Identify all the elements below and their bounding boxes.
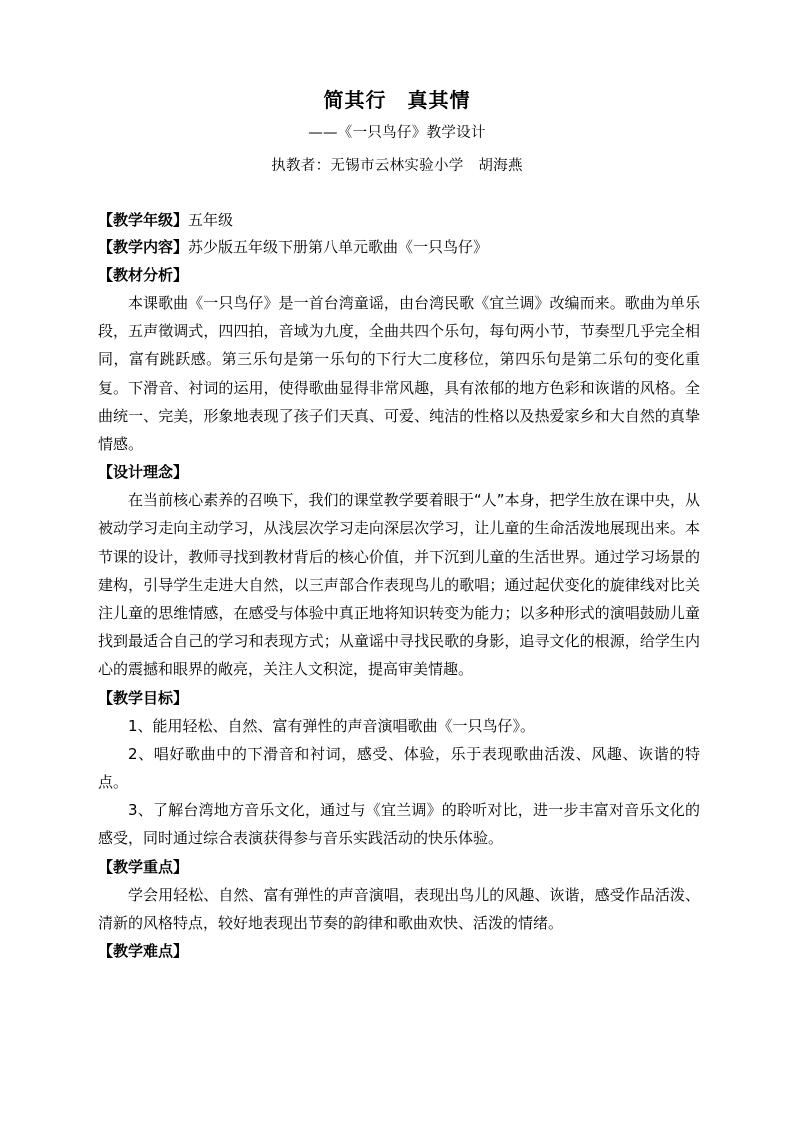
presenter-line: 执教者：无锡市云林实验小学 胡海燕 (271, 158, 523, 174)
objective-item: 2、唱好歌曲中的下滑音和衬词，感受、体验，乐于表现歌曲活泼、风趣、诙谐的特点。 (98, 744, 700, 792)
meta-grade-label: 【教学年级】 (98, 211, 189, 229)
section-paragraph: 本课歌曲《一只鸟仔》是一首台湾童谣，由台湾民歌《宜兰调》改编而来。歌曲为单乐段，五声徵调式，四四拍，音域为九度，全曲共四个乐句，每句两小节，节奏型几乎完全相同，富有跳跃感。第三乐句是第一乐句的下行大二度移位，第四乐句是第二乐句的变化重复。下滑音、衬词的运用，使得歌曲显得非常风趣，具有浓郁的地方色彩和诙谐的风格。全曲统一、完美，形象地表现了孩子们天真、可爱、纯洁的性格以及热爱家乡和大自然的真挚情感。 (98, 294, 700, 454)
section-paragraph: 学会用轻松、自然、富有弹性的声音演唱，表现出鸟儿的风趣、诙谐，感受作品活泼、清新的风格特点，较好地表现出节奏的韵律和歌曲欢快、活泼的情绪。 (98, 885, 700, 932)
meta-grade-line (98, 207, 700, 234)
document-subtitle: ——《一只鸟仔》教学设计 (308, 125, 486, 141)
meta-content-line (98, 234, 700, 261)
document-body (0, 207, 794, 965)
title-block (0, 86, 794, 179)
section-paragraph: 在当前核心素养的召唤下，我们的课堂教学要着眼于“人”本身，把学生放在课中央，从被动学习走向主动学习，从浅层次学习走向深层次学习，让儿童的生命活泼地展现出来。本节课的设计，教师寻找到教材背后的核心价值，并下沉到儿童的生活世界。通过学习场景的建构，引导学生走进大自然，以三声部合作表现鸟儿的歌唱；通过起伏变化的旋律线对比关注儿童的思维情感，在感受与体验中真正地将知识转变为能力；以多种形式的演唱鼓励儿童找到最适合自己的学习和表现方式；从童谣中寻找民歌的身影，追寻文化的根源，给学生内心的震撼和眼界的敞亮，关注人文积淀，提高审美情趣。 (98, 491, 700, 679)
meta-content-value: 苏少版五年级下册第八单元歌曲《一只鸟仔》 (188, 238, 489, 256)
section-heading-jiaoxuenandian: 【教学难点】 (98, 942, 189, 961)
section-heading-jiaoxuemubiao: 【教学目标】 (98, 688, 189, 707)
objective-item: 1、能用轻松、自然、富有弹性的声音演唱歌曲《一只鸟仔》。 (128, 716, 536, 735)
section-heading-shejilinian: 【设计理念】 (98, 463, 189, 482)
meta-content-label: 【教学内容】 (98, 238, 189, 256)
section-heading-jiaoxuezhongdian: 【教学重点】 (98, 857, 189, 876)
objective-item: 3、了解台湾地方音乐文化，通过与《宜兰调》的聆听对比，进一步丰富对音乐文化的感受，同时通过综合表演获得参与音乐实践活动的快乐体验。 (98, 801, 700, 848)
page-title: 简其行 真其情 (323, 88, 471, 112)
section-heading-jiaocaifenxi: 【教材分析】 (98, 266, 189, 284)
meta-grade-value: 五年级 (188, 211, 234, 229)
